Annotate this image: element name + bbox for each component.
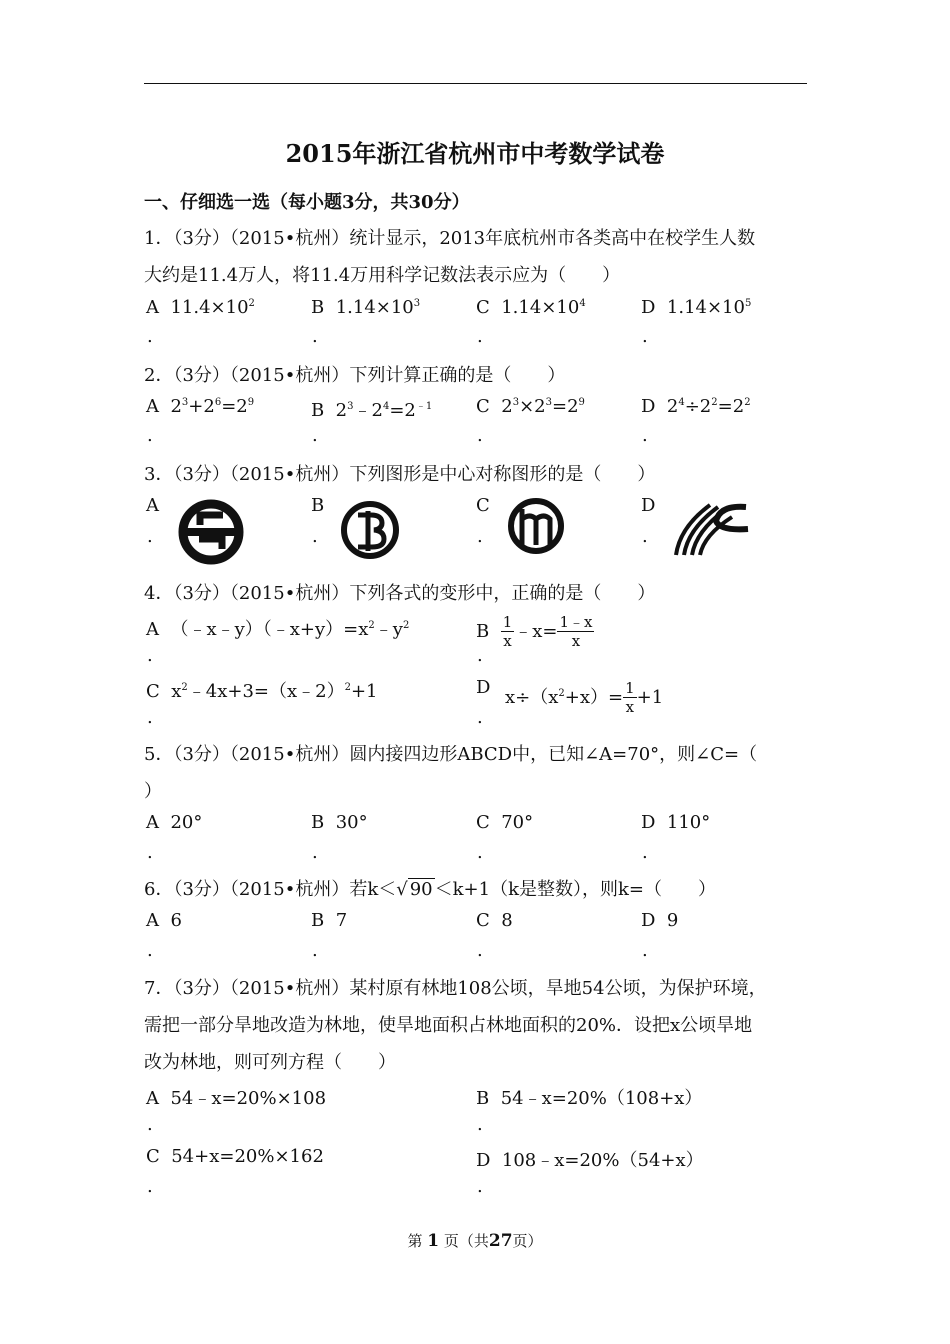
q1-dot-b: . bbox=[312, 326, 318, 347]
q4-option-d-label[interactable]: D bbox=[476, 677, 491, 698]
q2-option-a[interactable]: A $2^3+2^6=2^9$ bbox=[146, 396, 255, 417]
q4-dot-c: . bbox=[147, 707, 153, 728]
q6-radicand: 90 bbox=[409, 879, 433, 900]
q3-text: 3．（3分）（2015•杭州）下列图形是中心对称图形的是（ ） bbox=[144, 464, 656, 485]
q2-dot-d: . bbox=[642, 425, 648, 446]
q3-dot-d: . bbox=[642, 526, 648, 547]
q2-option-d[interactable]: D $2^4\div 2^2=2^2$ bbox=[641, 396, 751, 417]
section-heading: 一、仔细选一选（每小题3分，共30分） bbox=[144, 192, 470, 213]
q7-option-d[interactable]: D 108﹣x=20%（54+x） bbox=[476, 1150, 704, 1171]
q2-option-c[interactable]: C $2^3\times 2^3=2^9$ bbox=[476, 396, 585, 417]
page-number: 1 bbox=[427, 1231, 440, 1251]
q3-dot-c: . bbox=[477, 526, 483, 547]
q6-dot-a: . bbox=[147, 940, 153, 961]
q3-label-d[interactable]: D bbox=[641, 495, 656, 516]
q7-text-line2: 需把一部分旱地改造为林地，使旱地面积占林地面积的20%．设把x公顷旱地 bbox=[144, 1015, 753, 1036]
q4-dot-a: . bbox=[147, 645, 153, 666]
q5-option-c[interactable]: C 70° bbox=[476, 812, 534, 833]
q5-option-a[interactable]: A 20° bbox=[146, 812, 203, 833]
q4-option-a[interactable]: A $(﹣x﹣y)(﹣x+y)=x^2﹣y^2$ bbox=[146, 619, 410, 640]
q7-dot-b: . bbox=[477, 1114, 483, 1135]
q3-label-a[interactable]: A bbox=[146, 495, 159, 516]
q4b-fraction-right: $\frac{1﹣x}{x}$ bbox=[559, 613, 593, 650]
q5-option-d[interactable]: D 110° bbox=[641, 812, 711, 833]
q7-option-c[interactable]: C 54+x=20%×162 bbox=[146, 1146, 324, 1167]
q2-dot-c: . bbox=[477, 425, 483, 446]
q4-text: 4．（3分）（2015•杭州）下列各式的变形中，正确的是（ ） bbox=[144, 583, 656, 604]
q6-text: 6．（3分）（2015•杭州）若k＜√ 90 ＜k+1（k是整数），则k=（ ） bbox=[144, 879, 716, 900]
q4-option-d[interactable]: $x\div(x^2+x)=$ $\frac{1}{x}$ +1 bbox=[505, 679, 664, 716]
q1-dot-c: . bbox=[477, 326, 483, 347]
q7-dot-d: . bbox=[477, 1176, 483, 1197]
q2-option-b[interactable]: B $2^3﹣2^4=2^{﹣1}$ bbox=[311, 400, 433, 421]
q7-option-b[interactable]: B 54﹣x=20%（108+x） bbox=[476, 1088, 703, 1109]
q1-dot-d: . bbox=[642, 326, 648, 347]
q7-text-line1: 7．（3分）（2015•杭州）某村原有林地108公顷，旱地54公顷，为保护环境， bbox=[144, 978, 767, 999]
page-title: 2015年浙江省杭州市中考数学试卷 bbox=[285, 139, 665, 168]
q2-text: 2．（3分）（2015•杭州）下列计算正确的是（ ） bbox=[144, 365, 566, 386]
bank-logo-d-icon[interactable] bbox=[670, 497, 752, 557]
q7-dot-c: . bbox=[147, 1176, 153, 1197]
q1-option-b[interactable]: B $1.14\times 10^3$ bbox=[311, 297, 421, 318]
q6-option-b[interactable]: B 7 bbox=[311, 910, 348, 931]
q2-dot-b: . bbox=[312, 425, 318, 446]
q5-text-line2: ） bbox=[144, 781, 162, 802]
q4-option-b[interactable]: B $\frac{1}{x}$ ﹣x= $\frac{1﹣x}{x}$ bbox=[476, 613, 593, 650]
q6-dot-b: . bbox=[312, 940, 318, 961]
q5-dot-b: . bbox=[312, 842, 318, 863]
q4b-fraction-left: $\frac{1}{x}$ bbox=[502, 613, 513, 650]
q5-dot-d: . bbox=[642, 842, 648, 863]
q1-text-line2: 大约是11.4万人，将11.4万用科学记数法表示应为（ ） bbox=[144, 265, 621, 286]
bank-logo-b-icon[interactable] bbox=[338, 497, 402, 563]
q3-dot-a: . bbox=[147, 526, 153, 547]
q6-option-a[interactable]: A 6 bbox=[146, 910, 182, 931]
bank-logo-c-icon[interactable] bbox=[504, 497, 568, 555]
q3-dot-b: . bbox=[312, 526, 318, 547]
q4-dot-b: . bbox=[477, 645, 483, 666]
q7-dot-a: . bbox=[147, 1114, 153, 1135]
page-total: 27 bbox=[488, 1231, 513, 1251]
q4d-fraction: $\frac{1}{x}$ bbox=[625, 679, 635, 716]
page-footer: 第 1 页（共27页） bbox=[407, 1231, 543, 1251]
q1-option-d[interactable]: D $1.14\times 10^5$ bbox=[641, 297, 752, 318]
q1-dot-a: . bbox=[147, 326, 153, 347]
q3-label-c[interactable]: C bbox=[476, 495, 490, 516]
q6-option-d[interactable]: D 9 bbox=[641, 910, 679, 931]
q1-option-a[interactable]: A $11.4\times 10^2$ bbox=[146, 297, 255, 318]
q5-option-b[interactable]: B 30° bbox=[311, 812, 368, 833]
q5-dot-c: . bbox=[477, 842, 483, 863]
q5-dot-a: . bbox=[147, 842, 153, 863]
q3-label-b[interactable]: B bbox=[311, 495, 325, 516]
q7-option-a[interactable]: A 54﹣x=20%×108 bbox=[146, 1088, 327, 1109]
q6-option-c[interactable]: C 8 bbox=[476, 910, 513, 931]
sqrt-symbol-icon: √ bbox=[396, 879, 408, 900]
q1-text-line1: 1．（3分）（2015•杭州）统计显示，2013年底杭州市各类高中在校学生人数 bbox=[144, 228, 756, 249]
q6-dot-c: . bbox=[477, 940, 483, 961]
header-rule bbox=[144, 83, 807, 84]
q5-text-line1: 5．（3分）（2015•杭州）圆内接四边形ABCD中，已知∠A=70°，则∠C=（ bbox=[144, 744, 758, 765]
q4-option-c[interactable]: C $x^2﹣4x+3=(x﹣2)^2+1$ bbox=[146, 681, 378, 702]
q6-dot-d: . bbox=[642, 940, 648, 961]
q2-dot-a: . bbox=[147, 425, 153, 446]
bank-logo-a-icon[interactable] bbox=[176, 497, 246, 567]
q4-dot-d: . bbox=[477, 707, 483, 728]
q7-text-line3: 改为林地，则可列方程（ ） bbox=[144, 1052, 396, 1073]
q1-option-c[interactable]: C $1.14\times 10^4$ bbox=[476, 297, 586, 318]
